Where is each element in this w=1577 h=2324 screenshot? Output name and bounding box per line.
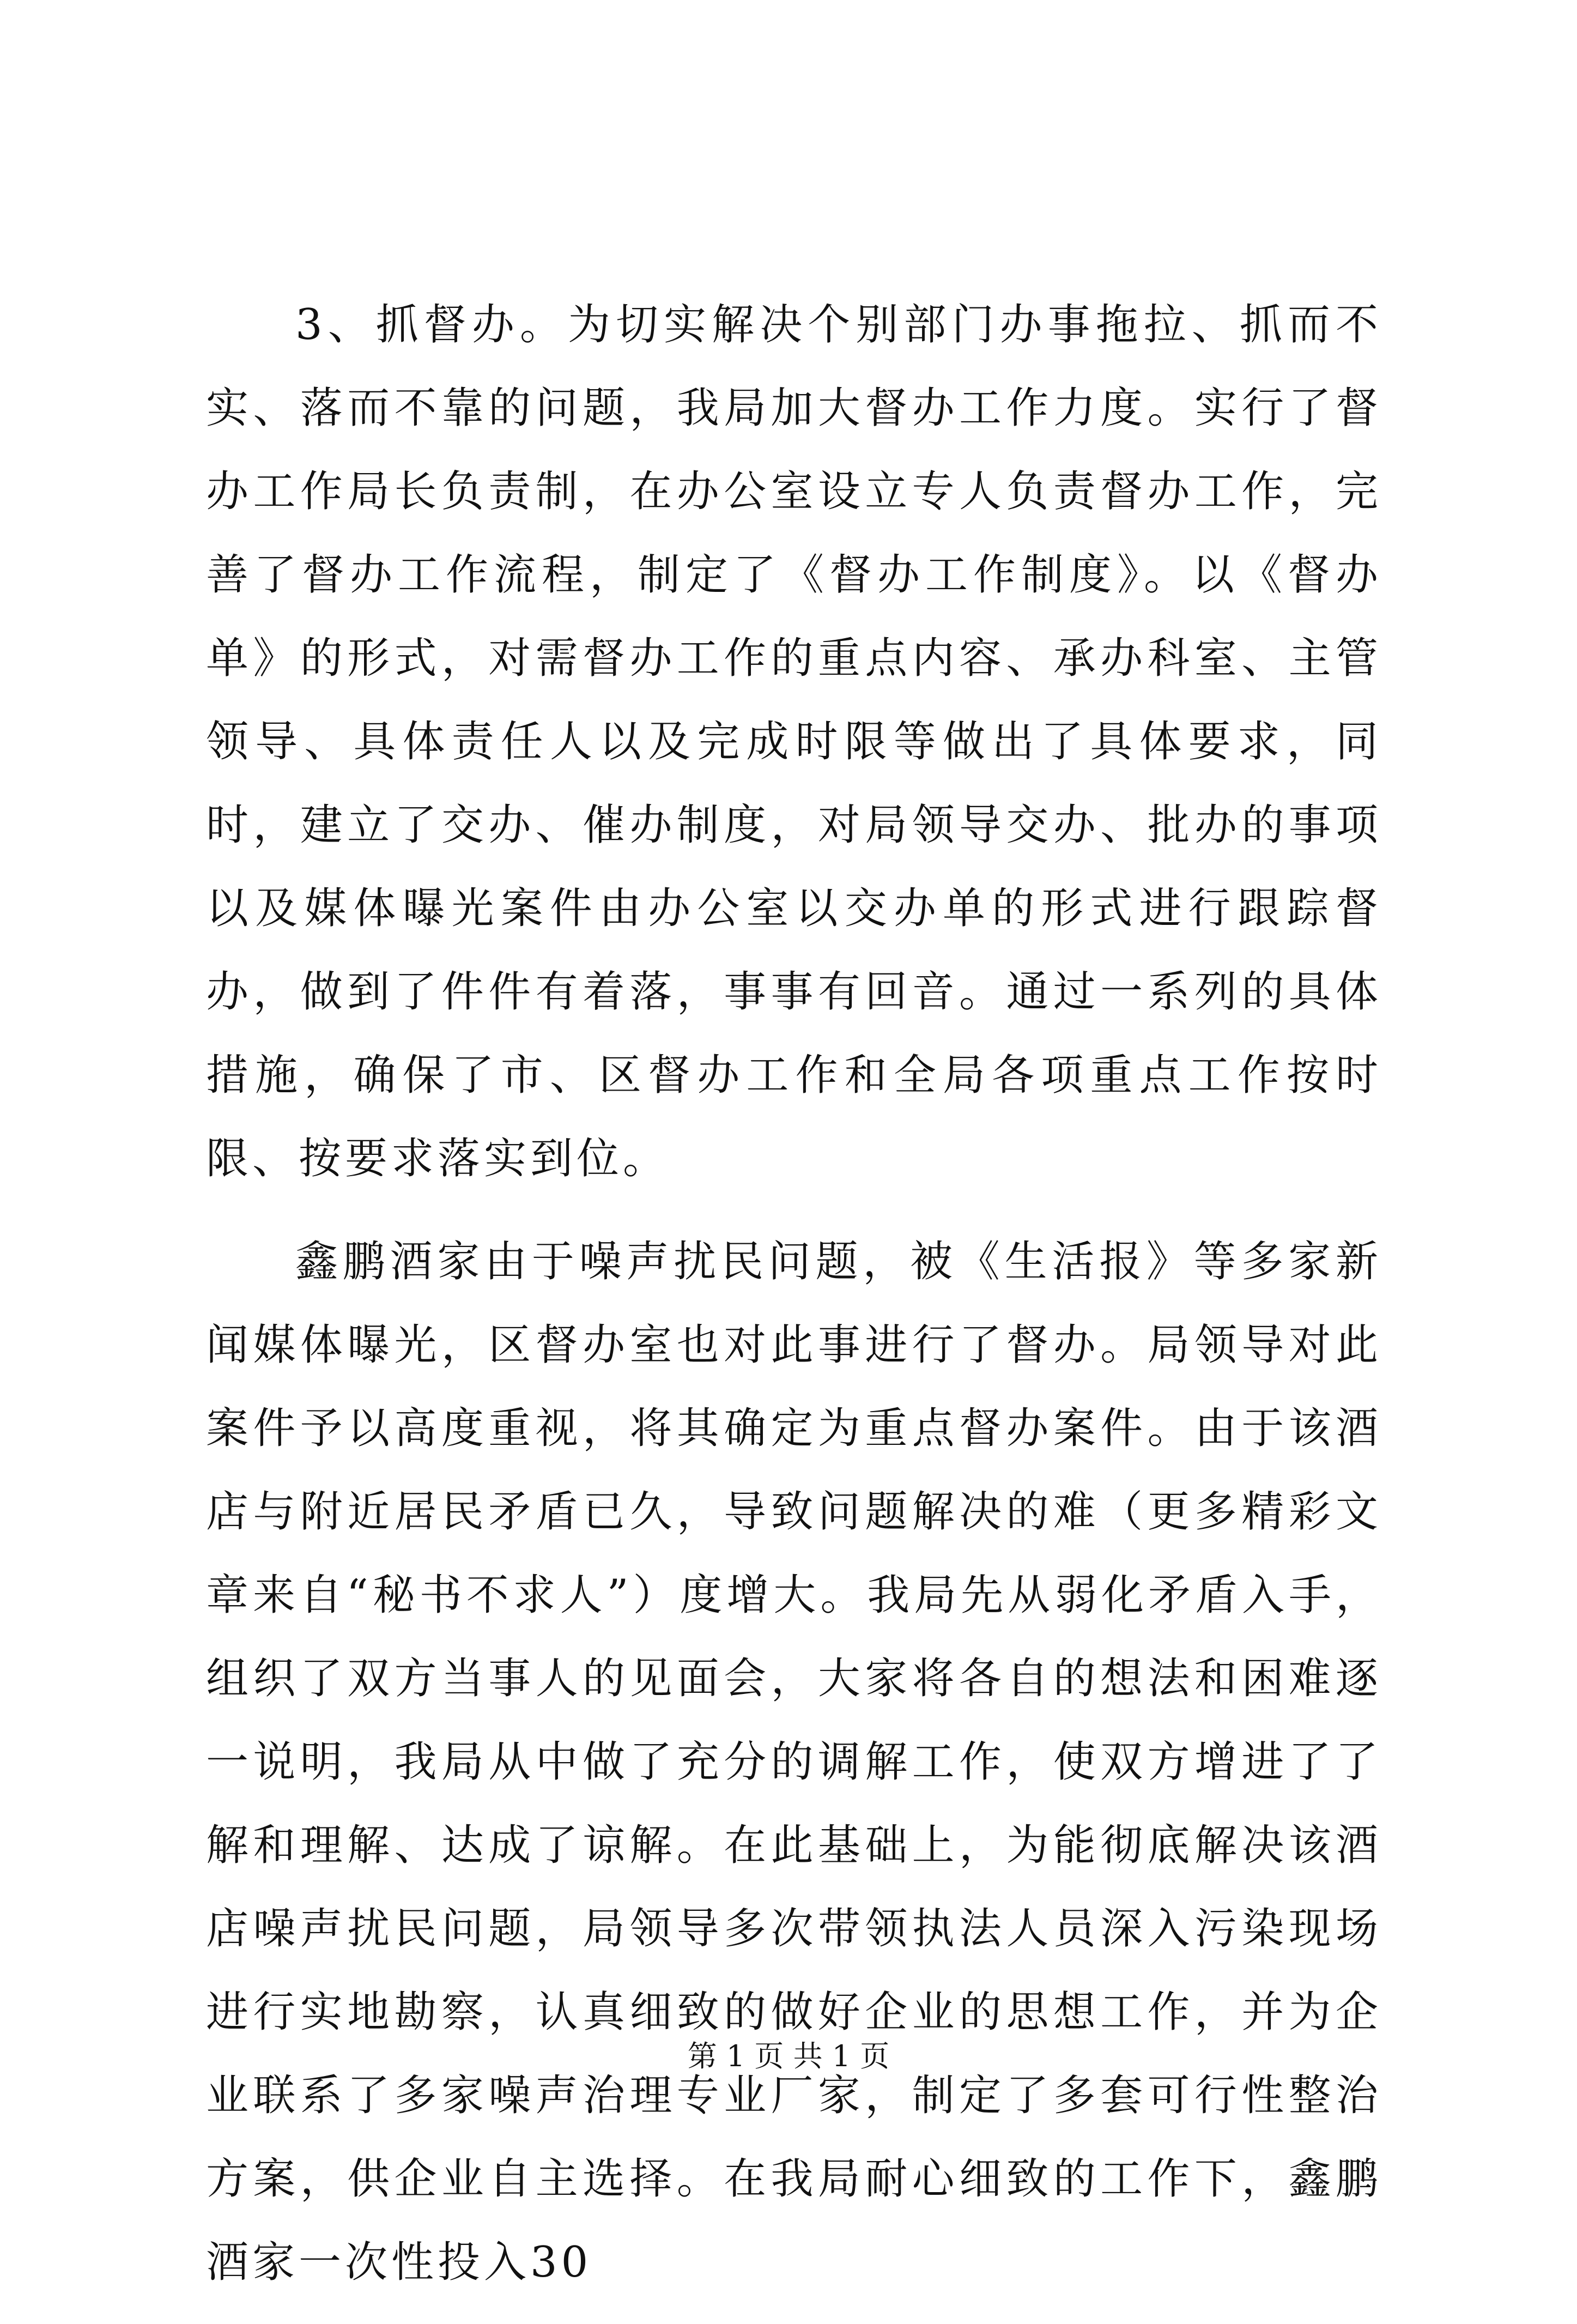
- page-footer: 第 1 页 共 1 页: [687, 2039, 890, 2073]
- paragraph-supervision: 3、抓督办。为切实解决个别部门办事拖拉、抓而不实、落而不靠的问题，我局加大督办工作力度。实行了督办工作局长负责制，在办公室设立专人负责督办工作，完善了督办工作流程，制定了《督办工作制度》。以《督办单》的形式，对需督办工作的重点内容、承办科室、主管领导、具体责任人以及完成时限等做出了具体要求，同时，建立了交办、催办制度，对局领导交办、批办的事项以及媒体曝光案件由办公室以交办单的形式进行跟踪督办，做到了件件有着落，事事有回音。通过一系列的具体措施，确保了市、区督办工作和全局各项重点工作按时限、按要求落实到位。: [206, 300, 1382, 1183]
- document-body: [206, 283, 1382, 2324]
- paragraph-xinpeng-case: 鑫鹏酒家由于噪声扰民问题，被《生活报》等多家新闻媒体曝光，区督办室也对此事进行了督办。局领导对此案件予以高度重视，将其确定为重点督办案件。由于该酒店与附近居民矛盾已久，导致问题解决的难（更多精彩文章来自“秘书不求人”）度增大。我局先从弱化矛盾入手，组织了双方当事人的见面会，大家将各自的想法和困难逐一说明，我局从中做了充分的调解工作，使双方增进了了解和理解、达成了谅解。在此基础上，为能彻底解决该酒店噪声扰民问题，局领导多次带领执法人员深入污染现场进行实地勘察，认真细致的做好企业的思想工作，并为企业联系了多家噪声治理专业厂家，制定了多套可行性整治方案，供企业自主选择。在我局耐心细致的工作下，鑫鹏酒家一次性投入30: [206, 1237, 1382, 2287]
